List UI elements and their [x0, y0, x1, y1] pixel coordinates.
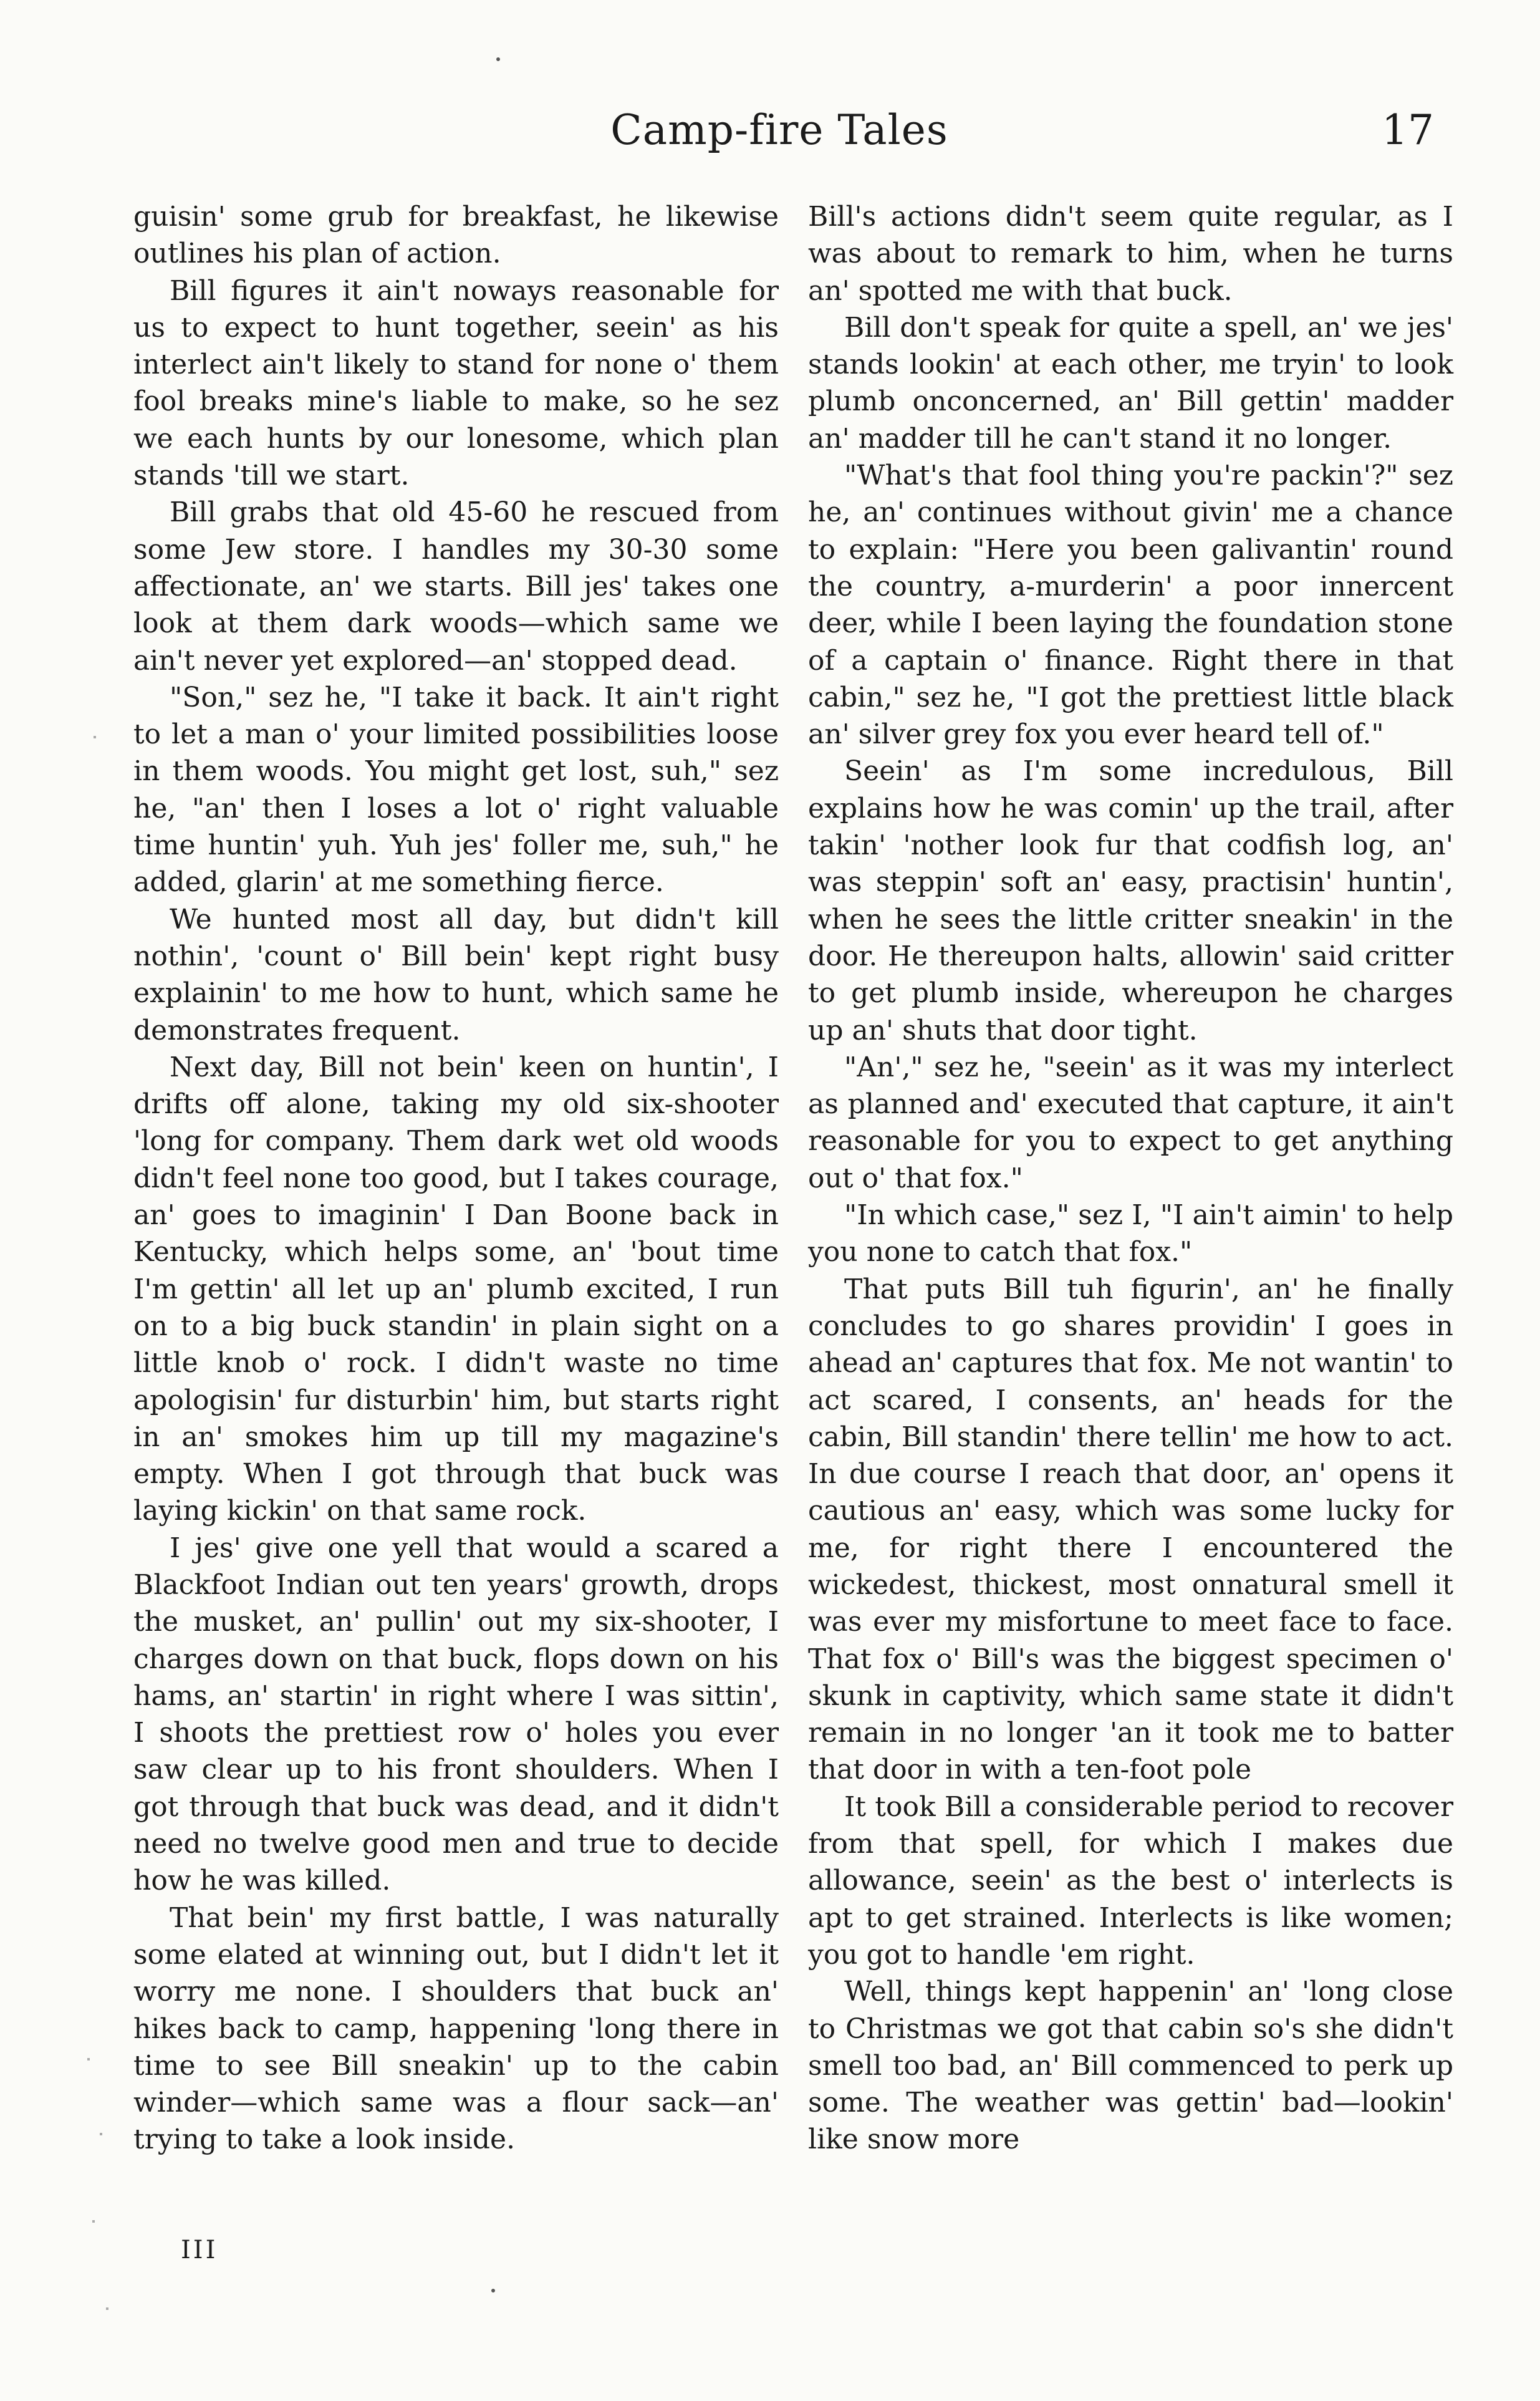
paragraph: It took Bill a considerable period to recover from that spell, for which I makes due allowance, seein' as the best o' interlects is apt to get strained. Interlects is like women; you got to handle 'em right.	[808, 1790, 1453, 1971]
paragraph: Bill figures it ain't noways reasonable for us to expect to hunt together, seein' as his interlect ain't likely to stand for none o' them fool breaks mine's liable to make, so he sez we each hunts by our lonesome, which plan stands 'till we start.	[133, 274, 779, 492]
running-title: Camp-fire Tales	[610, 106, 948, 154]
paragraph: Seein' as I'm some incredulous, Bill explains how he was comin' up the trail, after takin' 'nother look fur that codfish log, an' was steppin' soft an' easy, practisin' huntin', when he sees the little critter sneakin' in the door. He thereupon halts, allowin' said critter to get plumb inside, whereupon he charges up an' shuts that door tight.	[808, 755, 1453, 1046]
paragraph: I jes' give one yell that would a scared a Blackfoot Indian out ten years' growth, drops the musket, an' pullin' out my six-shooter, I charges down on that buck, flops down on his hams, an' startin' in right where I was sittin', I shoots the prettiest row o' holes you ever saw clear up to his front shoulders. When I got through that buck was dead, and it didn't need no twelve good men and true to decide how he was killed.	[133, 1532, 779, 1897]
paragraph: We hunted most all day, but didn't kill nothin', 'count o' Bill bein' kept right busy explainin' to me how to hunt, which same he demonstrates frequent.	[133, 903, 779, 1046]
signature-mark: III	[181, 2236, 218, 2264]
print-speck	[94, 736, 96, 738]
right-column	[808, 198, 1453, 2158]
paragraph: Bill don't speak for quite a spell, an' we jes' stands lookin' at each other, me tryin' to look plumb onconcerned, an' Bill gettin' madder an' madder till he can't stand it no longer.	[808, 311, 1453, 455]
print-speck	[87, 2058, 90, 2060]
print-speck	[92, 2220, 95, 2223]
paragraph: Bill's actions didn't seem quite regular, as I was about to remark to him, when he turns an' spotted me with that buck.	[808, 201, 1453, 307]
paragraph: "Son," sez he, "I take it back. It ain't right to let a man o' your limited possibilities loose in them woods. You might get lost, suh," sez he, "an' then I loses a lot o' right valuable time huntin' yuh. Yuh jes' foller me, suh," he added, glarin' at me something fierce.	[133, 681, 779, 899]
paragraph: Well, things kept happenin' an' 'long close to Christmas we got that cabin so's she didn't smell too bad, an' Bill commenced to perk up some. The weather was gettin' bad—lookin' like snow more	[808, 1976, 1453, 2156]
print-speck	[496, 57, 500, 61]
print-speck	[100, 2133, 102, 2135]
paragraph: "In which case," sez I, "I ain't aimin' to help you none to catch that fox."	[808, 1199, 1453, 1268]
page-number: 17	[1382, 106, 1434, 154]
paragraph: Next day, Bill not bein' keen on huntin', I drifts off alone, taking my old six-shooter 'long for company. Them dark wet old woods didn't feel none too good, but I takes courage, an' goes to imaginin' I Dan Boone back in Kentucky, which helps some, an' 'bout time I'm gettin' all let up an' plumb excited, I run on to a big buck standin' in plain sight on a little knob o' rock. I didn't waste no time apologisin' fur disturbin' him, but starts right in an' smokes him up till my magazine's empty. When I got through that buck was laying kickin' on that same rock.	[133, 1051, 779, 1527]
paragraph: "What's that fool thing you're packin'?" sez he, an' continues without givin' me a chance to explain: "Here you been galivantin' round the country, a-murderin' a poor innercent deer, while I been laying the foundation stone of a captain o' finance. Right there in that cabin," sez he, "I got the prettiest little black an' silver grey fox you ever heard tell of."	[808, 460, 1453, 751]
page-header	[125, 106, 1434, 175]
left-column	[133, 198, 779, 2158]
paragraph: guisin' some grub for breakfast, he likewise outlines his plan of action.	[133, 201, 779, 270]
paragraph: That bein' my first battle, I was naturally some elated at winning out, but I didn't let it worry me none. I shoulders that buck an' hikes back to camp, happening 'long there in time to see Bill sneakin' up to the cabin winder—which same was a flour sack—an' trying to take a look inside.	[133, 1901, 779, 2156]
paragraph: That puts Bill tuh figurin', an' he finally concludes to go shares providin' I goes in ahead an' captures that fox. Me not wantin' to act scared, I consents, an' heads for the cabin, Bill standin' there tellin' me how to act. In due course I reach that door, an' opens it cautious an' easy, which was some lucky for me, for right there I encountered the wickedest, thickest, most onnatural smell it was ever my misfortune to meet face to face. That fox o' Bill's was the biggest specimen o' skunk in captivity, which same state it didn't remain in no longer 'an it took me to batter that door in with a ten-foot pole	[808, 1273, 1453, 1786]
paragraph: Bill grabs that old 45-60 he rescued from some Jew store. I handles my 30-30 some affectionate, an' we starts. Bill jes' takes one look at them dark woods—which same we ain't never yet explored—an' stopped dead.	[133, 496, 779, 677]
print-speck	[106, 2307, 108, 2310]
print-speck	[491, 2289, 495, 2292]
paragraph: "An'," sez he, "seein' as it was my interlect as planned and' executed that capture, it ain't reasonable for you to expect to get anything out o' that fox."	[808, 1051, 1453, 1194]
